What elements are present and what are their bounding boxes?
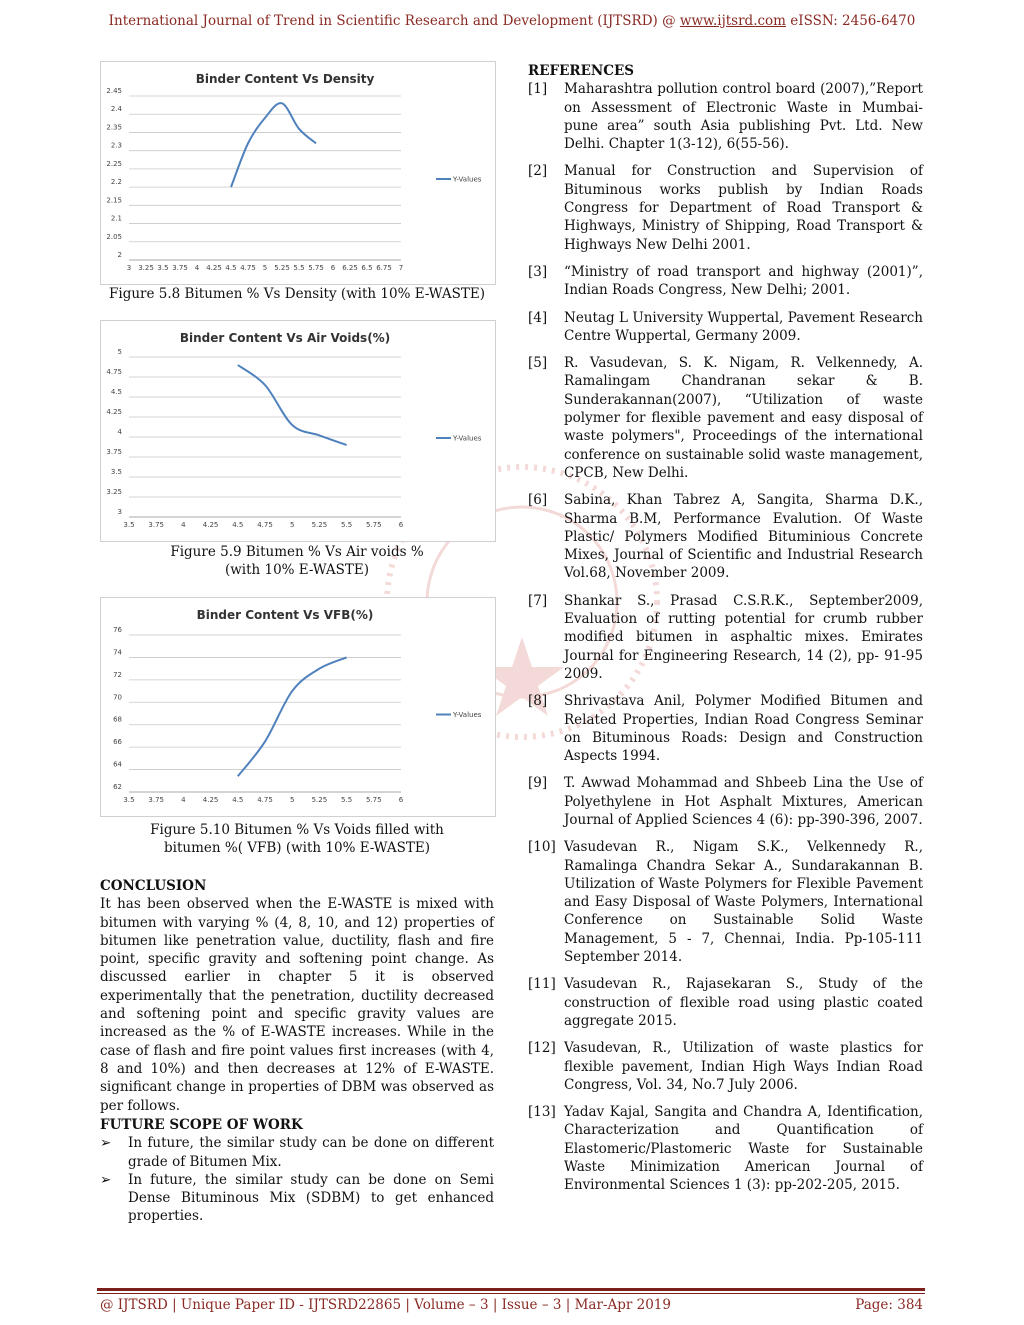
reference-number: [7] [528,592,548,609]
reference-number: [11] [528,976,556,993]
x-tick-label: 5.75 [366,521,382,529]
y-tick-label: 3.5 [110,468,122,476]
figure-caption: Figure 5.8 Bitumen % Vs Density (with 10% E-WASTE) [109,286,485,302]
x-tick-label: 6.5 [361,264,373,272]
y-tick-label: 2.25 [106,159,122,168]
x-tick-label: 5.25 [274,264,290,272]
x-tick-label: 4 [194,264,200,272]
x-tick-label: 6.75 [376,264,392,272]
x-tick-label: 4 [181,521,186,529]
x-tick-label: 5.25 [311,521,328,529]
x-tick-label: 4.5 [225,264,237,272]
series-line [231,103,316,187]
legend-label: Y-Values [453,711,482,719]
y-tick-label: 68 [113,715,122,724]
y-tick-label: 2.05 [106,232,122,241]
caption-line: bitumen %( VFB) (with 10% E-WASTE) [164,840,430,856]
x-tick-label: 6 [330,264,336,272]
x-tick-label: 5 [262,264,268,272]
y-tick-label: 2.1 [110,214,122,223]
reference-item [528,975,923,1030]
y-tick-label: 2.2 [110,178,122,187]
reference-text: Vasudevan, R., Utilization of waste plastics for flexible pavement, Indian High Ways Indian Road Congress, Vol. 34, No.7 July 2006. [564,1040,923,1093]
density-chart-svg [101,62,495,284]
list-item-text: In future, the similar study can be done on different grade of Bitumen Mix. [128,1135,494,1170]
y-tick-label: 76 [113,626,122,634]
reference-item [528,1039,923,1094]
y-tick-label: 3 [117,508,122,516]
y-tick-label: 4.25 [106,408,122,416]
x-tick-label: 5 [289,521,295,529]
figure-caption [100,543,494,579]
reference-text: R. Vasudevan, S. K. Nigam, R. Velkennedy, A. Ramalingam Chandranan sekar & B. Sunderakannan(2007), “Utilization of waste polymer for flexible pavement and easy disposal of waste polymers", Proceedings of the international conference on sustainable solid waste management, CPCB, New Delhi. [564,355,923,481]
header-suffix: eISSN: 2456-6470 [785,13,916,29]
legend-label: Y-Values [453,434,482,443]
list-item-text: In future, the similar study can be done on Semi Dense Bituminous Mix (SDBM) to get enhanced properties. [128,1171,494,1225]
footer-text: @ IJTSRD | Unique Paper ID - IJTSRD22865 | Volume – 3 | Issue – 3 | Mar-Apr 2019 [100,1297,671,1313]
x-tick-label: 4.25 [202,796,219,804]
reference-text: T. Awwad Mohammad and Shbeeb Lina the Use of Polyethylene in Hot Asphalt Mixtures, American Journal of Applied Sciences 4 (6): pp-390-396, 2007. [564,775,923,828]
x-tick-label: 5.5 [293,264,305,272]
figure-density-chart [100,61,496,285]
x-tick-label: 3.75 [148,796,164,804]
reference-item [528,491,923,582]
x-tick-label: 4.5 [232,521,244,529]
conclusion-text: It has been observed when the E-WASTE is mixed with bitumen with varying % (4, 8, 10, and 12) properties of bitumen like penetration value, ductility, flash and fire point, specific gravity and softening point change. As discussed earlier in chapter 5 it is observed experimentally that the penetration, ductility decreased and softening point and specific gravity values are increased as the % of E-WASTE increases. While in the case of flash and fire point values first increases (with 4, 8 and 10%) and then decreases at 12% of E-WASTE. significant change in properties of DBM was observed as per follows. [100,896,494,1114]
footer-rule [97,1288,925,1294]
reference-number: [6] [528,492,548,509]
references-section [528,62,923,1204]
x-tick-label: 5.75 [308,264,324,272]
page-number: Page: 384 [855,1297,923,1313]
conclusion-heading: CONCLUSION [100,878,207,894]
x-tick-label: 4.75 [240,264,256,272]
arrow-bullet-icon: ➢ [100,1135,112,1152]
legend-label: Y-Values [453,175,482,184]
x-tick-label: 5.75 [366,796,382,804]
x-tick-label: 3.25 [138,264,154,272]
reference-text: Shankar S., Prasad C.S.R.K., September2009, Evaluation of rutting potential for crumb rubber modified bitumen in asphaltic mixes. Emirates Journal for Engineering Research, 14 (2), pp- 91-95 2009. [564,592,923,682]
x-tick-label: 6 [398,796,404,804]
arrow-bullet-icon: ➢ [100,1171,112,1188]
reference-list [528,80,923,1194]
chart-title: Binder Content Vs VFB(%) [196,608,374,622]
reference-item [528,309,923,346]
x-tick-label: 4 [181,796,186,804]
caption-line: Figure 5.10 Bitumen % Vs Voids filled with [150,822,444,838]
y-tick-label: 66 [113,738,122,747]
list-item [100,1171,494,1226]
x-tick-label: 5.25 [311,796,328,804]
x-tick-label: 6 [398,521,404,529]
conclusion-section [100,877,494,1115]
reference-number: [5] [528,355,548,372]
reference-text: “Ministry of road transport and highway (2001)”, Indian Roads Congress, New Delhi; 2001. [564,263,923,299]
y-tick-label: 4.5 [110,388,122,396]
reference-text: Shrivastava Anil, Polymer Modified Bitumen and Related Properties, Indian Road Congress Seminar on Bituminous Roads: Design and Construction Aspects 1994. [564,693,923,765]
y-tick-label: 4.75 [106,368,122,376]
y-tick-label: 2.45 [106,87,122,95]
y-tick-label: 5 [117,348,122,356]
x-tick-label: 3.75 [148,521,164,529]
y-tick-label: 74 [113,648,122,657]
reference-text: Vasudevan R., Nigam S.K., Velkennedy R., Ramalinga Chandra Sekar A., Sundarakannan B. Utilization of Waste Polymers for Flexible Pavement and Easy Disposal of Waste Polymers, International Conference on Sustainable Solid Waste Management, 5 - 7, Chennai, India. Pp-105-111 September 2014. [564,839,923,966]
caption-line: Figure 5.9 Bitumen % Vs Air voids % [170,544,424,560]
reference-number: [1] [528,81,548,98]
y-tick-label: 2 [117,251,122,259]
x-tick-label: 5.5 [341,521,353,529]
reference-item [528,263,923,300]
header-prefix: International Journal of Trend in Scientific Research and Development (IJTSRD) @ [108,13,680,29]
x-tick-label: 3.5 [157,264,169,272]
reference-item [528,838,923,966]
x-tick-label: 3 [126,264,132,272]
y-tick-label: 3.75 [106,448,122,456]
y-tick-label: 72 [113,670,122,679]
reference-text: Sabina, Khan Tabrez A, Sangita, Sharma D.K., Sharma B.M, Performance Evalution. Of Waste Plastic/ Polymers Modified Bituminious Concrete Mixes, Journal of Scientific and Industrial Research Vol.68, November 2009. [564,492,923,582]
reference-number: [4] [528,309,548,326]
future-scope-list [100,1134,494,1225]
figure-vfb-chart [100,597,496,817]
chart-title: Binder Content Vs Air Voids(%) [179,331,391,345]
x-tick-label: 7 [398,264,404,272]
y-tick-label: 64 [113,760,122,769]
reference-text: Vasudevan R., Rajasekaran S., Study of the construction of flexible road using plastic coated aggregate 2015. [564,976,923,1029]
reference-number: [2] [528,163,548,180]
x-tick-label: 4.25 [206,264,222,272]
list-item [100,1134,494,1171]
x-tick-label: 4.75 [257,521,273,529]
x-tick-label: 3.75 [172,264,188,272]
y-tick-label: 62 [113,783,122,791]
reference-number: [8] [528,693,548,710]
vfb-chart-svg [101,598,495,816]
x-tick-label: 3.5 [123,521,135,529]
y-tick-label: 2.15 [106,196,122,205]
reference-item [528,592,923,683]
y-tick-label: 2.3 [110,141,122,150]
reference-item [528,692,923,765]
page-footer [100,1297,923,1313]
air-voids-chart-svg [101,321,495,541]
references-heading: REFERENCES [528,63,635,79]
x-tick-label: 5 [289,796,295,804]
caption-line: (with 10% E-WASTE) [224,562,370,578]
x-tick-label: 3.5 [123,796,135,804]
reference-item [528,774,923,829]
x-tick-label: 4.5 [232,796,244,804]
reference-text: Maharashtra pollution control board (2007),”Report on Assessment of Electronic Waste in Mumbai- pune area” south Asia publishing Pvt. Ltd. New Delhi. Chapter 1(3-12), 6(55-56). [564,81,923,153]
x-tick-label: 5.5 [341,796,353,804]
reference-text: Manual for Construction and Supervision of Bituminous works publish by Indian Roads Congress for Department of Road Transport & Highways, Ministry of Shipping, Road Transport & Highways New Delhi 2001. [564,163,923,253]
journal-link[interactable]: www.ijtsrd.com [679,13,786,29]
reference-text: Neutag L University Wuppertal, Pavement Research Centre Wuppertal, Germany 2009. [564,309,923,344]
y-tick-label: 2.4 [110,105,122,114]
y-tick-label: 70 [113,693,122,702]
reference-item [528,162,923,253]
reference-text: Yadav Kajal, Sangita and Chandra A, Identification, Characterization and Quantification of Elastomeric/Plastomeric Waste for Sustainable Waste Minimization American Journal of Environmental Sciences 1 (3): pp-202-205, 2015. [564,1104,923,1194]
y-tick-label: 3.25 [106,488,122,496]
series-line [238,657,347,776]
reference-item [528,80,923,153]
x-tick-label: 4.25 [202,521,219,529]
figure-caption [100,821,494,857]
figure-air-voids-chart [100,320,496,542]
reference-number: [12] [528,1040,556,1057]
reference-number: [3] [528,263,548,280]
x-tick-label: 6.25 [342,264,358,272]
chart-title: Binder Content Vs Density [195,72,375,86]
running-header [0,13,1024,29]
reference-item [528,1103,923,1194]
x-tick-label: 4.75 [257,796,273,804]
y-tick-label: 2.35 [106,123,122,132]
reference-number: [10] [528,839,556,856]
reference-number: [9] [528,775,548,792]
future-scope-section [100,1116,494,1226]
reference-number: [13] [528,1104,556,1121]
future-scope-heading: FUTURE SCOPE OF WORK [100,1117,303,1133]
reference-item [528,354,923,482]
y-tick-label: 4 [117,428,122,436]
